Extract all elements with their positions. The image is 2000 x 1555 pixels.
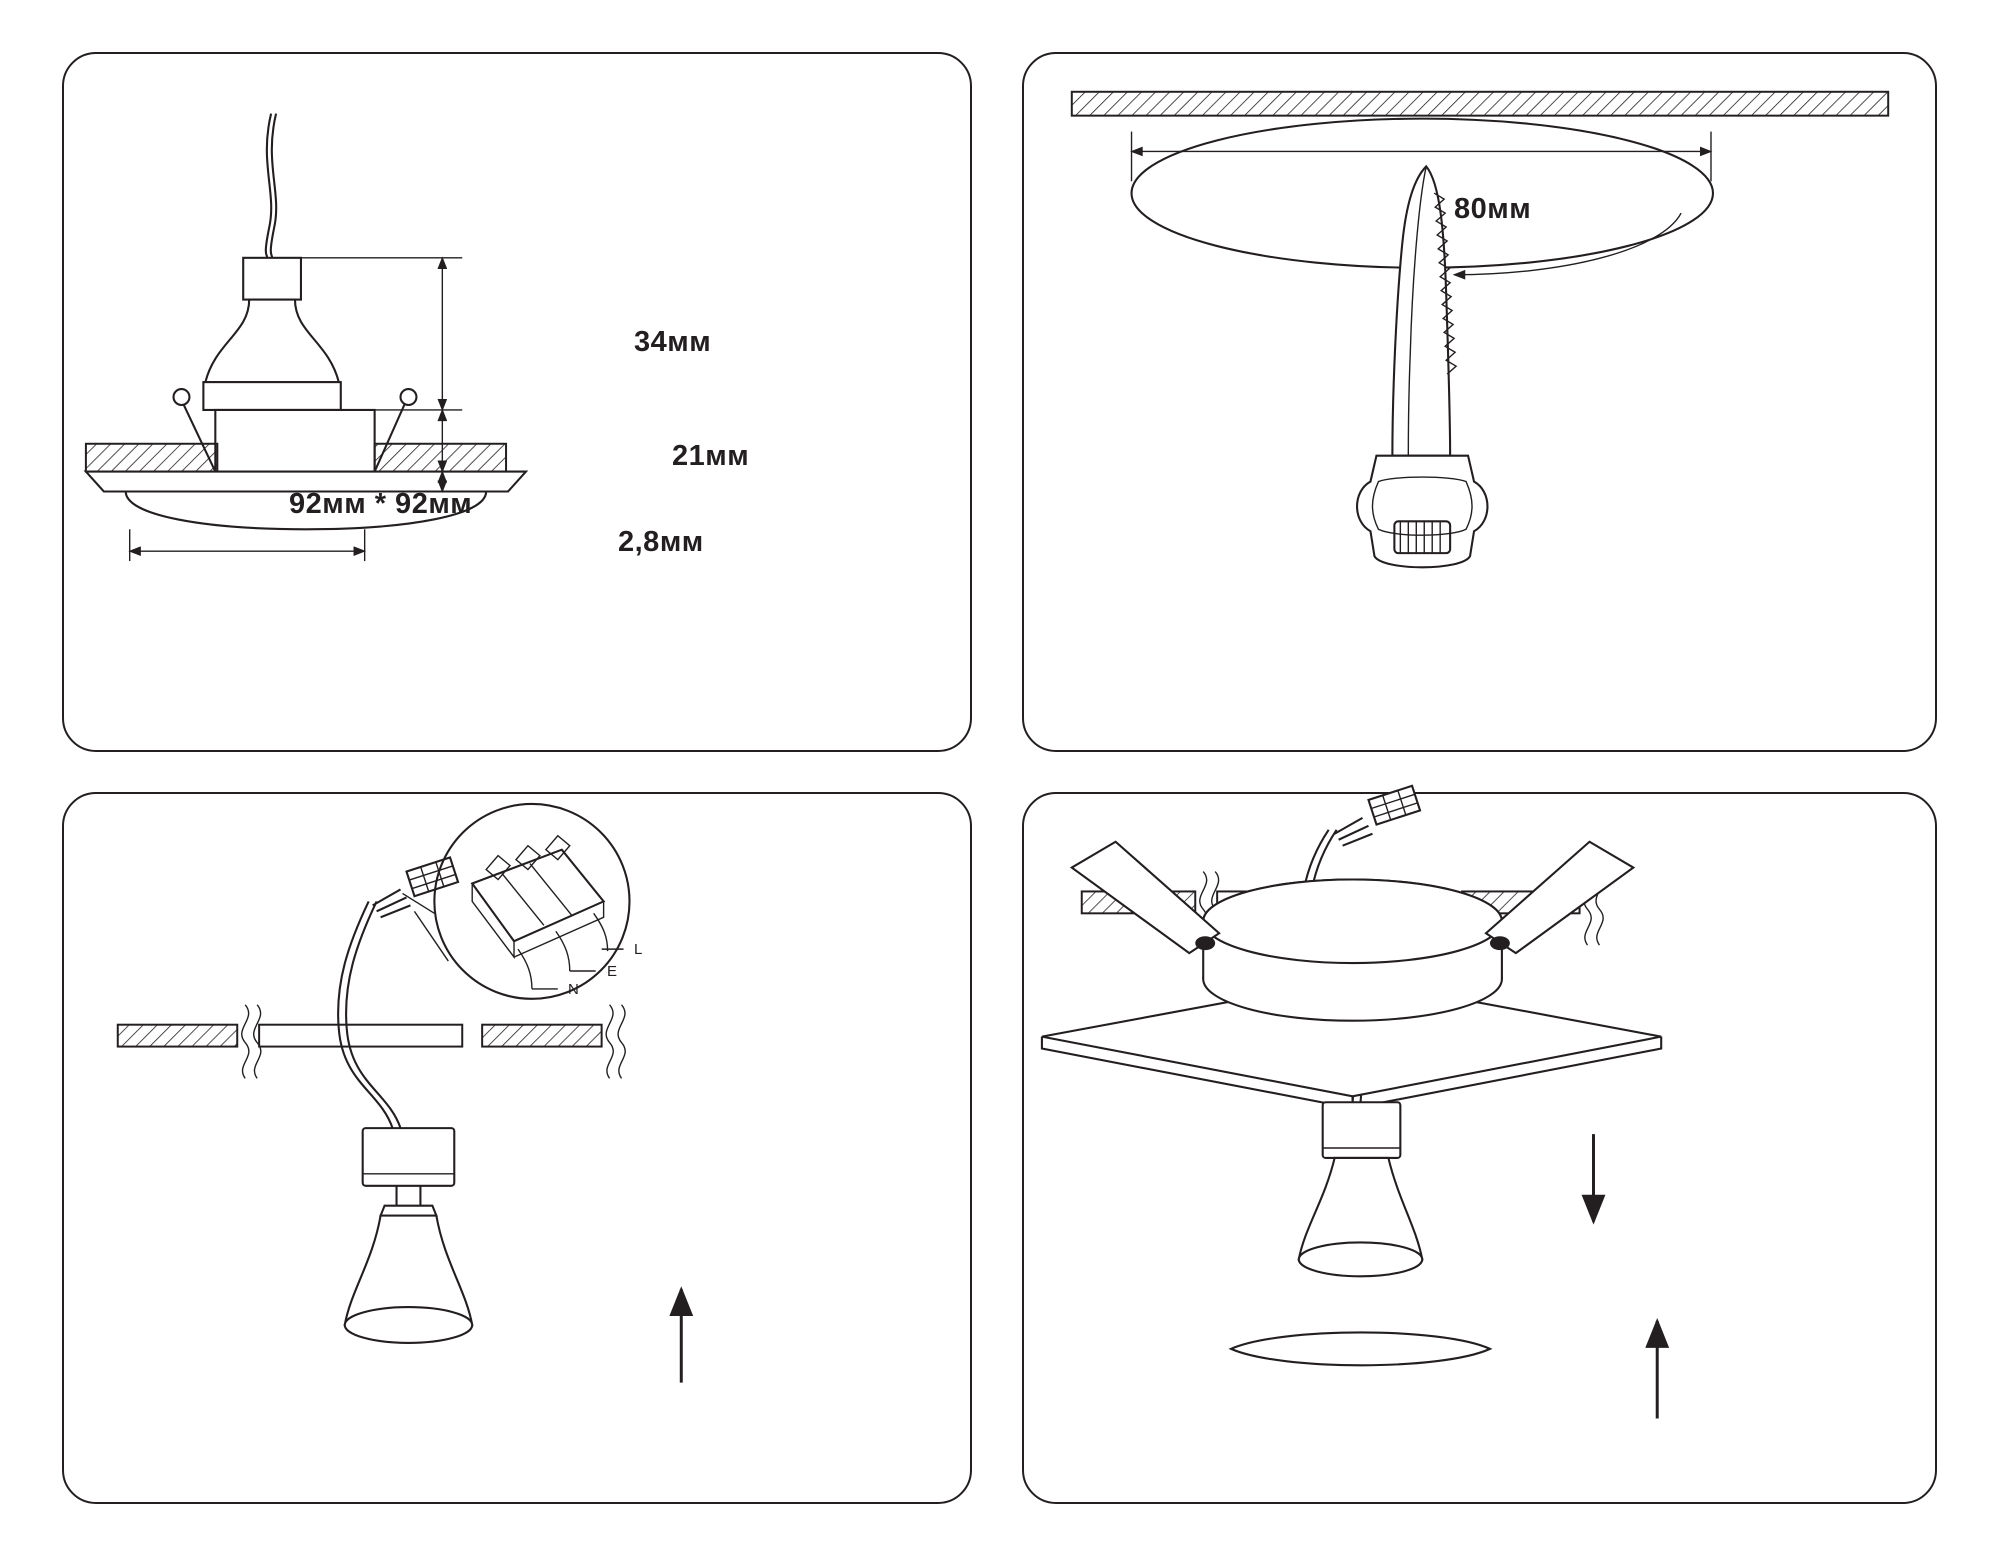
dimension-trim-outer-size: 92мм * 92мм <box>289 488 473 520</box>
dimension-hole-diameter: 80мм <box>1454 193 1532 225</box>
dimension-trim-thickness: 2,8мм <box>618 526 704 558</box>
terminal-label-earth: E <box>607 963 618 980</box>
wiring-panel <box>62 792 972 1504</box>
terminal-label-neutral: N <box>568 981 579 998</box>
cut-hole-panel <box>1022 52 1937 752</box>
terminal-label-live: L <box>634 941 643 958</box>
mounting-panel <box>1022 792 1937 1504</box>
dimensions-panel <box>62 52 972 752</box>
dimension-housing-depth: 21мм <box>672 440 750 472</box>
dimension-lamp-height: 34мм <box>634 326 712 358</box>
